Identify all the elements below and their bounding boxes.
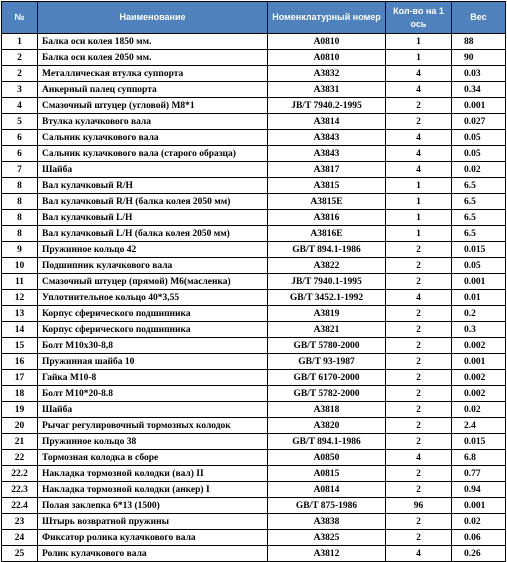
cell-weight: 0.05 <box>452 146 506 162</box>
cell-num: 24 <box>2 530 38 546</box>
cell-num: 18 <box>2 386 38 402</box>
cell-num: 11 <box>2 274 38 290</box>
cell-name: Подшипник кулачкового вала <box>38 258 268 274</box>
cell-weight: 0.2 <box>452 306 506 322</box>
cell-qty: 2 <box>386 530 452 546</box>
cell-qty: 2 <box>386 402 452 418</box>
cell-qty: 4 <box>386 450 452 466</box>
table-row <box>2 546 506 562</box>
cell-code: A3818 <box>268 402 386 418</box>
cell-num: 6 <box>2 146 38 162</box>
cell-qty: 4 <box>386 546 452 562</box>
cell-name: Вал кулачковый L/H <box>38 210 268 226</box>
cell-name: Полая заклепка 6*13 (1500) <box>38 498 268 514</box>
table-row <box>2 482 506 498</box>
table-row <box>2 226 506 242</box>
cell-qty: 2 <box>386 466 452 482</box>
table-row <box>2 82 506 98</box>
parts-table-container <box>1 1 506 562</box>
cell-num: 9 <box>2 242 38 258</box>
cell-code: A3831 <box>268 82 386 98</box>
table-row <box>2 130 506 146</box>
header-code: Номенклатурный номер <box>268 2 386 34</box>
table-row <box>2 66 506 82</box>
table-row <box>2 306 506 322</box>
cell-weight: 6.5 <box>452 194 506 210</box>
cell-qty: 1 <box>386 210 452 226</box>
cell-code: GB/T 93-1987 <box>268 354 386 370</box>
cell-weight: 6.8 <box>452 450 506 466</box>
table-row <box>2 210 506 226</box>
cell-qty: 2 <box>386 434 452 450</box>
header-weight: Вес <box>452 2 506 34</box>
cell-num: 20 <box>2 418 38 434</box>
cell-weight: 0.027 <box>452 114 506 130</box>
cell-code: A3843 <box>268 146 386 162</box>
header-name: Наименование <box>38 2 268 34</box>
cell-name: Шайба <box>38 162 268 178</box>
cell-weight: 0.001 <box>452 354 506 370</box>
cell-num: 22.2 <box>2 466 38 482</box>
table-row <box>2 450 506 466</box>
cell-num: 13 <box>2 306 38 322</box>
cell-weight: 0.02 <box>452 402 506 418</box>
table-row <box>2 370 506 386</box>
cell-code: GB/T 5782-2000 <box>268 386 386 402</box>
table-row <box>2 466 506 482</box>
cell-num: 22.4 <box>2 498 38 514</box>
cell-num: 8 <box>2 178 38 194</box>
cell-qty: 1 <box>386 194 452 210</box>
cell-weight: 0.002 <box>452 370 506 386</box>
cell-name: Штырь возвратной пружины <box>38 514 268 530</box>
cell-num: 4 <box>2 98 38 114</box>
cell-code: A0814 <box>268 482 386 498</box>
cell-qty: 2 <box>386 322 452 338</box>
cell-name: Рычаг регулировочный тормозных колодок <box>38 418 268 434</box>
cell-weight: 2.4 <box>452 418 506 434</box>
cell-weight: 0.3 <box>452 322 506 338</box>
cell-qty: 2 <box>386 258 452 274</box>
cell-num: 19 <box>2 402 38 418</box>
cell-code: A3825 <box>268 530 386 546</box>
cell-name: Шайба <box>38 402 268 418</box>
cell-qty: 1 <box>386 226 452 242</box>
cell-code: GB/T 6170-2000 <box>268 370 386 386</box>
cell-weight: 0.001 <box>452 498 506 514</box>
cell-weight: 0.03 <box>452 66 506 82</box>
cell-weight: 88 <box>452 34 506 50</box>
cell-qty: 2 <box>386 306 452 322</box>
cell-name: Накладка тормозной колодки (анкер) I <box>38 482 268 498</box>
cell-qty: 2 <box>386 114 452 130</box>
cell-name: Сальник кулачкового вала <box>38 130 268 146</box>
cell-code: A3821 <box>268 322 386 338</box>
cell-name: Накладка тормозной колодки (вал) II <box>38 466 268 482</box>
cell-qty: 2 <box>386 354 452 370</box>
cell-name: Ролик кулачкового вала <box>38 546 268 562</box>
cell-code: A0810 <box>268 34 386 50</box>
cell-name: Болт M10x30-8,8 <box>38 338 268 354</box>
cell-weight: 0.015 <box>452 434 506 450</box>
cell-num: 8 <box>2 226 38 242</box>
cell-weight: 0.002 <box>452 338 506 354</box>
table-row <box>2 98 506 114</box>
cell-weight: 0.02 <box>452 514 506 530</box>
cell-code: JB/T 7940.1-1995 <box>268 274 386 290</box>
cell-weight: 0.05 <box>452 130 506 146</box>
cell-name: Гайка M10-8 <box>38 370 268 386</box>
cell-code: A0810 <box>268 50 386 66</box>
cell-weight: 0.05 <box>452 258 506 274</box>
cell-qty: 2 <box>386 370 452 386</box>
cell-code: A0815 <box>268 466 386 482</box>
cell-num: 8 <box>2 210 38 226</box>
table-row <box>2 242 506 258</box>
cell-num: 8 <box>2 194 38 210</box>
header-num: № <box>2 2 38 34</box>
table-row <box>2 146 506 162</box>
cell-qty: 4 <box>386 290 452 306</box>
cell-num: 2 <box>2 50 38 66</box>
cell-code: GB/T 5780-2000 <box>268 338 386 354</box>
cell-weight: 0.94 <box>452 482 506 498</box>
table-body <box>2 34 506 562</box>
cell-name: Балка оси колея 2050 мм. <box>38 50 268 66</box>
cell-name: Вал кулачковый L/H (балка колея 2050 мм) <box>38 226 268 242</box>
cell-name: Пружинная шайба 10 <box>38 354 268 370</box>
cell-num: 15 <box>2 338 38 354</box>
table-row <box>2 530 506 546</box>
cell-qty: 4 <box>386 146 452 162</box>
cell-code: GB/T 894.1-1986 <box>268 434 386 450</box>
cell-qty: 2 <box>386 338 452 354</box>
cell-weight: 6.5 <box>452 178 506 194</box>
cell-qty: 2 <box>386 418 452 434</box>
table-row <box>2 386 506 402</box>
cell-qty: 96 <box>386 498 452 514</box>
cell-name: Металлическая втулка суппорта <box>38 66 268 82</box>
cell-qty: 1 <box>386 178 452 194</box>
cell-qty: 2 <box>386 274 452 290</box>
cell-code: A3832 <box>268 66 386 82</box>
cell-name: Уплотнительное кольцо 40*3,55 <box>38 290 268 306</box>
cell-code: A3815E <box>268 194 386 210</box>
cell-qty: 2 <box>386 242 452 258</box>
cell-name: Смазочный штуцер (угловой) M8*1 <box>38 98 268 114</box>
table-row <box>2 402 506 418</box>
cell-num: 5 <box>2 114 38 130</box>
table-row <box>2 114 506 130</box>
header-row <box>2 2 506 34</box>
cell-name: Пружинное кольцо 38 <box>38 434 268 450</box>
cell-num: 2 <box>2 66 38 82</box>
cell-name: Втулка кулачкового вала <box>38 114 268 130</box>
cell-weight: 90 <box>452 50 506 66</box>
cell-num: 7 <box>2 162 38 178</box>
cell-num: 22.3 <box>2 482 38 498</box>
cell-qty: 2 <box>386 98 452 114</box>
cell-weight: 0.002 <box>452 386 506 402</box>
cell-qty: 2 <box>386 482 452 498</box>
table-row <box>2 162 506 178</box>
cell-num: 14 <box>2 322 38 338</box>
cell-num: 25 <box>2 546 38 562</box>
cell-code: A3819 <box>268 306 386 322</box>
cell-name: Вал кулачковый R/H <box>38 178 268 194</box>
cell-code: A3822 <box>268 258 386 274</box>
cell-code: A3816E <box>268 226 386 242</box>
cell-num: 21 <box>2 434 38 450</box>
table-row <box>2 418 506 434</box>
cell-name: Пружинное кольцо 42 <box>38 242 268 258</box>
table-row <box>2 322 506 338</box>
table-row <box>2 50 506 66</box>
cell-num: 17 <box>2 370 38 386</box>
cell-weight: 6.5 <box>452 210 506 226</box>
cell-code: A3814 <box>268 114 386 130</box>
cell-code: A3838 <box>268 514 386 530</box>
cell-weight: 0.001 <box>452 98 506 114</box>
table-row <box>2 514 506 530</box>
cell-weight: 0.001 <box>452 274 506 290</box>
parts-table <box>1 1 506 562</box>
cell-weight: 0.26 <box>452 546 506 562</box>
cell-name: Вал кулачковый R/H (балка колея 2050 мм) <box>38 194 268 210</box>
cell-code: A0850 <box>268 450 386 466</box>
table-row <box>2 178 506 194</box>
cell-name: Балка оси колея 1850 мм. <box>38 34 268 50</box>
cell-name: Тормозная колодка в сборе <box>38 450 268 466</box>
cell-num: 16 <box>2 354 38 370</box>
cell-code: JB/T 7940.2-1995 <box>268 98 386 114</box>
cell-qty: 1 <box>386 50 452 66</box>
cell-num: 22 <box>2 450 38 466</box>
cell-weight: 6.5 <box>452 226 506 242</box>
cell-weight: 0.77 <box>452 466 506 482</box>
cell-code: A3820 <box>268 418 386 434</box>
cell-name: Фиксатор ролика кулачкового вала <box>38 530 268 546</box>
cell-name: Анкерный палец суппорта <box>38 82 268 98</box>
table-row <box>2 290 506 306</box>
cell-qty: 2 <box>386 514 452 530</box>
table-row <box>2 274 506 290</box>
table-row <box>2 354 506 370</box>
table-row <box>2 434 506 450</box>
cell-code: A3816 <box>268 210 386 226</box>
cell-code: GB/T 875-1986 <box>268 498 386 514</box>
cell-code: A3812 <box>268 546 386 562</box>
cell-name: Болт M10*20-8.8 <box>38 386 268 402</box>
cell-qty: 4 <box>386 162 452 178</box>
cell-num: 10 <box>2 258 38 274</box>
cell-num: 3 <box>2 82 38 98</box>
table-row <box>2 498 506 514</box>
cell-num: 23 <box>2 514 38 530</box>
cell-code: A3815 <box>268 178 386 194</box>
table-row <box>2 34 506 50</box>
cell-code: A3817 <box>268 162 386 178</box>
cell-weight: 0.01 <box>452 290 506 306</box>
cell-name: Смазочный штуцер (прямой) M6(масленка) <box>38 274 268 290</box>
table-row <box>2 258 506 274</box>
cell-qty: 4 <box>386 130 452 146</box>
cell-qty: 1 <box>386 34 452 50</box>
cell-code: A3843 <box>268 130 386 146</box>
cell-num: 12 <box>2 290 38 306</box>
table-header <box>2 2 506 34</box>
cell-code: GB/T 894.1-1986 <box>268 242 386 258</box>
cell-code: GB/T 3452.1-1992 <box>268 290 386 306</box>
cell-name: Корпус сферического подшипника <box>38 322 268 338</box>
cell-num: 6 <box>2 130 38 146</box>
table-row <box>2 338 506 354</box>
cell-name: Корпус сферического подшипника <box>38 306 268 322</box>
cell-weight: 0.34 <box>452 82 506 98</box>
header-qty: Кол-во на 1 ось <box>386 2 452 34</box>
cell-qty: 2 <box>386 386 452 402</box>
cell-weight: 0.02 <box>452 162 506 178</box>
cell-qty: 4 <box>386 66 452 82</box>
cell-name: Сальник кулачкового вала (старого образца) <box>38 146 268 162</box>
cell-qty: 4 <box>386 82 452 98</box>
cell-num: 1 <box>2 34 38 50</box>
table-row <box>2 194 506 210</box>
cell-weight: 0.06 <box>452 530 506 546</box>
cell-weight: 0.015 <box>452 242 506 258</box>
